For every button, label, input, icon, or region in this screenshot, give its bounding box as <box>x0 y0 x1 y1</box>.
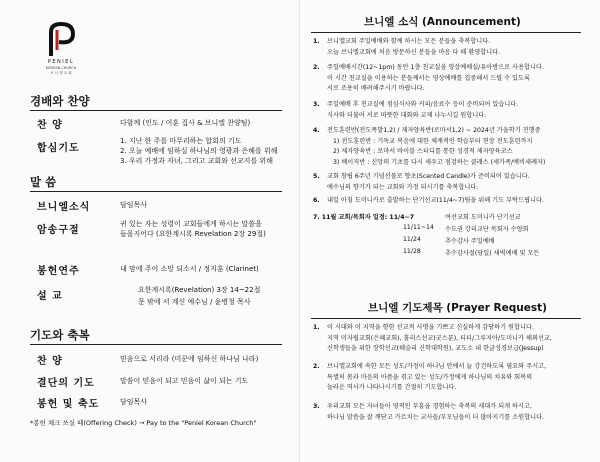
item-line: 2) 제자양육반 : 로마서 바이블 스터디를 통한 성경적 제자양육코스 <box>333 148 513 155</box>
section-worship: 경배와 찬양 <box>30 94 90 108</box>
prayer-item <box>313 402 544 423</box>
item-line: 전도훈련반(전도폭발1,2) / 제자양육반(로마서1,2) ~ 2024년 가을학기 진행중 <box>327 127 541 134</box>
schedule-text: 추수감사 주일예배 <box>445 238 495 245</box>
item-number: 4. <box>313 127 320 134</box>
item-number: 6. <box>313 197 320 204</box>
divider <box>311 32 581 33</box>
logo-subtitle: KOREAN CHURCH <box>45 66 77 70</box>
item-number: 3. <box>313 403 320 410</box>
memory-verse-line: 들을지어다 (요한계시록 Revelation 2장 29절) <box>120 230 266 238</box>
item-line: 놀라운 역사가 나타나시기를 간절히 기도합니다. <box>327 384 457 391</box>
divider <box>30 110 282 111</box>
item-line: 주일예배 후 친교실에 점심식사와 커피/음료수 등이 준비되어 있습니다. <box>327 101 519 108</box>
item-line: 교회 창립 6주년 기념선물로 향초(Scented Candle)가 준비되어 있습니다. <box>327 173 530 180</box>
announcement-item <box>313 172 530 193</box>
item-label: 봉헌 및 축도 <box>37 399 100 410</box>
schedule-date: 11/11~14 <box>403 224 434 231</box>
item-label: 암송구절 <box>37 225 80 236</box>
memory-verse-line: 귀 있는 자는 성령이 교회들에게 하시는 말씀을 <box>120 220 262 228</box>
announcement-item <box>313 126 545 168</box>
item-line: 3) 베이직반 : 신앙의 기초를 다시 세우고 점검하는 클래스 (세가족/예비세례자) <box>333 158 546 166</box>
fold-line <box>299 0 300 462</box>
item-line: 신학생들을 위한 장학선교(웨슬리 신학대학원), 교도소 내 한글성경보급(Jessup) <box>327 345 544 352</box>
announcement-item <box>313 196 544 207</box>
item-label: 브니엘소식 <box>37 202 91 213</box>
schedule-text: 여선교회 도미니카 단기선교 <box>445 214 521 221</box>
item-line: 서로 조용히 배려해주시기 바랍니다. <box>327 85 425 92</box>
divider <box>30 191 282 192</box>
item-line: 1) 전도훈련반 : 기독교 복음에 대한 체계적인 학습부터 현장 전도훈련까지 <box>333 137 533 145</box>
item-text: 믿음으로 서리라 (미꾼에 임하신 하나님 나라) <box>120 355 259 363</box>
item-line: 특별히 몸과 마음의 아픔을 겪고 있는 성도/가정에게 하나님의 치유와 회복의 <box>327 373 533 381</box>
sermon-line: 문 밖에 서 계신 예수님 / 윤병청 목사 <box>138 298 251 306</box>
schedule-text: 수도권 강리교단 목회자 수양회 <box>445 226 529 233</box>
item-number: 1. <box>313 324 320 331</box>
schedule-date: 11/24 <box>403 236 421 243</box>
announcement-item <box>313 63 544 95</box>
prayer-line: 1. 지난 한 주를 마무리하는 합회의 기도 <box>120 137 242 145</box>
divider <box>311 318 581 319</box>
schedule-text: 추수감사절(당일) 새벽예배 및 모든 <box>445 250 540 257</box>
announcement-item <box>313 100 518 121</box>
prayer-line: 3. 우리 가정과 자녀, 그리고 교회와 선교지를 위해 <box>120 157 273 165</box>
item-number: 3. <box>313 101 320 108</box>
item-label: 설 교 <box>37 291 63 302</box>
item-text: 담임목사 <box>120 398 148 406</box>
item-line: 이 시간 친교실을 이용하는 분들께서는 영상예배를 집중해서 드릴 수 있도록 <box>327 74 530 82</box>
item-label: 봉헌연주 <box>37 266 80 277</box>
item-line: 브니엘교회에 속한 모든 성도/가정이 하나님 안에서 늘 강건하도록 필요와 주시고, <box>327 363 546 370</box>
section-prayer-blessing: 기도와 축복 <box>30 328 90 342</box>
item-line: 오늘 브니엘교회에 처음 방문하신 분들을 마음 다 해 환영합니다. <box>327 48 501 56</box>
item-number: 5. <box>313 173 320 180</box>
prayer-item <box>313 323 552 355</box>
schedule-heading: 7. 11월 교회/목회자 일정: 11/4~7 <box>313 214 415 221</box>
logo-korean: 브 니 엘 교 회 <box>50 71 72 75</box>
item-text: 내 맘에 주어 소망 되소서 / 정지훈 (Clarinet) <box>120 265 259 273</box>
sermon-line: 요한계시록(Revelation) 3장 14~22절 <box>138 286 261 294</box>
schedule-date: 11/28 <box>403 248 421 255</box>
announcement-title: 브니엘 소식 (Announcement) <box>364 16 521 28</box>
item-line: 예수님의 향기가 되는 교회와 가정 되시기를 축복합니다. <box>327 183 479 191</box>
item-label: 찬 양 <box>37 120 63 131</box>
item-label: 찬 양 <box>37 356 63 367</box>
item-number: 2. <box>313 64 320 71</box>
announcement-item <box>313 37 500 58</box>
item-text: 담임목사 <box>120 201 148 209</box>
item-text: 다함께 (인도 / 이훈 집사 & 브니엘 찬양팀) <box>120 119 251 127</box>
item-line: 지역 미자립교회(은혜교회), 홀리스선교(굿스푼), 티티/그루지아/도미니카 해외선교, <box>327 334 552 342</box>
item-label: 합심기도 <box>37 143 80 154</box>
item-line: 브니엘교회 주일예배와 함께 하시는 모든 분들을 축복합니다. <box>327 38 491 45</box>
offering-note: *봉헌 체크 쓰실 때(Offering Check) → Pay to the "Peniel Korean Church" <box>30 419 257 427</box>
divider <box>30 344 282 345</box>
item-number: 1. <box>313 38 320 45</box>
logo-name: PENIEL <box>47 59 75 65</box>
section-word: 말 씀 <box>30 175 57 189</box>
item-text: 말씀이 믿음이 되고 믿음이 삶이 되는 기도 <box>120 377 249 385</box>
item-line: 주일예배시간(12~1pm) 동안 1층 친교실을 영상예배실/유아방으로 사용합니다. <box>327 64 544 71</box>
item-line: 하나님 말씀을 잘 깨닫고 가르치는 교사들/부모님들이 더 많아지기를 소원합니다. <box>327 413 545 421</box>
item-line: 우리교회 모든 자녀들이 영적인 부흥을 경험하는 축복의 세대가 되게 하시고, <box>327 403 532 410</box>
item-number: 2. <box>313 363 320 370</box>
prayer-request-title: 브니엘 기도제목 (Prayer Request) <box>368 302 547 314</box>
prayer-item <box>313 362 546 394</box>
peniel-logo-icon <box>45 22 77 58</box>
item-line: 식사와 더불어 서로 따뜻한 대화와 교제 나누시길 원합니다. <box>327 111 487 119</box>
item-label: 결단의 기도 <box>37 378 95 389</box>
prayer-line: 2. 오늘 예배에 임하실 하나님의 영광과 은혜를 위해 <box>120 147 278 155</box>
item-line: 내일 아침 도미니카로 출발하는 단기선교(11/4~7)팀을 위해 기도 부탁드립니다. <box>327 197 544 204</box>
item-line: 이 시대와 이 지역을 향한 선교적 사명을 기쁘고 신실하게 감당하기 원합니다. <box>327 324 534 331</box>
